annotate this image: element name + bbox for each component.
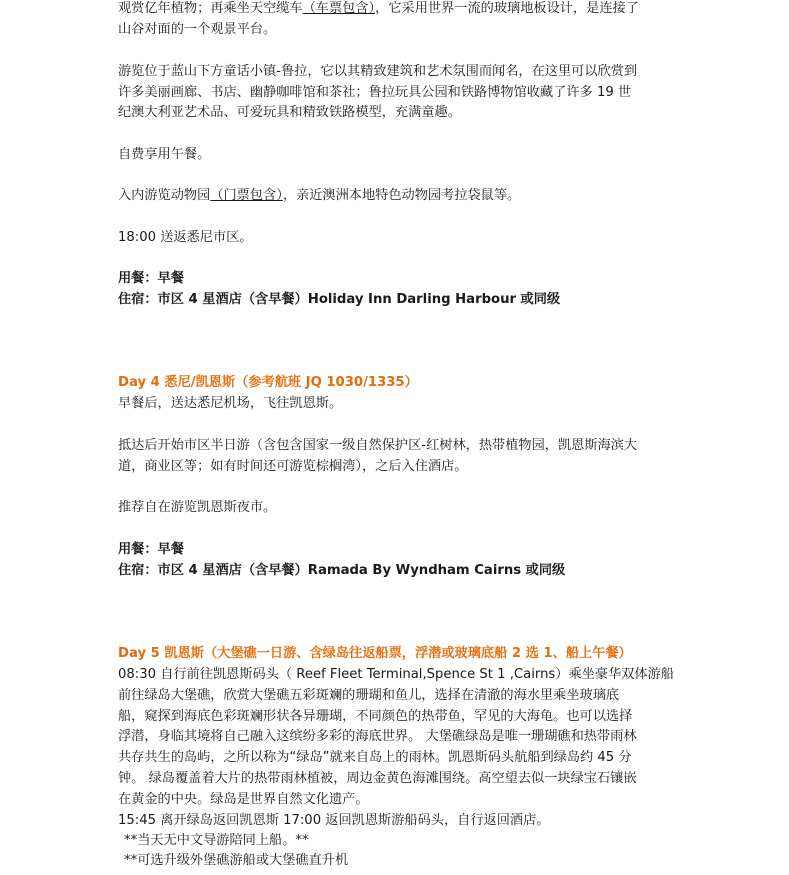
- paragraph-zoo: 入内游览动物园（门票包含），亲近澳洲本地特色动物园考拉袋鼠等。: [118, 188, 521, 203]
- day4-meal: 用餐：早餐: [118, 542, 184, 557]
- day5-line: 08:30 自行前往凯恩斯码头（ Reef Fleet Terminal,Spence St 1 ,Cairns）乘坐豪华双体游船: [118, 667, 674, 682]
- paragraph-blue-mountains-line2: 山谷对面的一个观景平台。: [118, 22, 277, 37]
- day4-paragraph3: 推荐自在游览凯恩斯夜市。: [118, 500, 277, 515]
- day4-hotel: 住宿：市区 4 星酒店（含早餐）Ramada By Wyndham Cairns 或同级: [118, 563, 566, 578]
- day4-line1: 早餐后，送达悉尼机场，飞往凯恩斯。: [118, 396, 343, 411]
- paragraph-blue-mountains-line1: 观赏亿年植物；再乘坐天空缆车（车票包含），它采用世界一流的玻璃地板设计，是连接了: [118, 1, 639, 16]
- paragraph-lunch: 自费享用午餐。: [118, 147, 211, 162]
- day5-line: 船，窥探到海底色彩斑斓形状各异珊瑚，不同颜色的热带鱼，罕见的大海龟。也可以选择: [118, 709, 633, 724]
- day5-line: 钟。 绿岛覆盖着大片的热带雨林植被，周边金黄色海滩围绕。高空望去似一块绿宝石镶嵌: [118, 771, 637, 786]
- day5-line: 在黄金的中央。绿岛是世界自然文化遗产。: [118, 792, 369, 807]
- day3-hotel: 住宿：市区 4 星酒店（含早餐）Holiday Inn Darling Harbour 或同级: [118, 292, 561, 307]
- day5-line: 15:45 离开绿岛返回凯恩斯 17:00 返回凯恩斯游船码头，自行返回酒店。: [118, 813, 550, 828]
- day5-note-no-guide: **当天无中文导游陪同上船。**: [124, 833, 309, 848]
- paragraph-leura-line1: 游览位于蓝山下方童话小镇-鲁拉，它以其精致建筑和艺术氛围而闻名，在这里可以欣赏到: [118, 64, 638, 79]
- cable-car-ticket-note: （车票包含）: [302, 1, 376, 16]
- day4-paragraph2-line1: 抵达后开始市区半日游（含包含国家一级自然保护区-红树林，热带植物园，凯恩斯海滨大: [118, 438, 638, 453]
- day5-line: 共存共生的岛屿，之所以称为“绿岛”就来自岛上的雨林。凯恩斯码头航船到绿岛约 45 分: [118, 750, 632, 765]
- day5-line: 浮潜，身临其境将自己融入这缤纷多彩的海底世界。 大堡礁绿岛是唯一珊瑚礁和热带雨林: [118, 729, 637, 744]
- paragraph-leura-line3: 纪澳大利亚艺术品、可爱玩具和精致铁路模型，充满童趣。: [118, 105, 461, 120]
- day5-line: 前往绿岛大堡礁，欣赏大堡礁五彩斑斓的珊瑚和鱼儿，选择在清澈的海水里乘坐玻璃底: [118, 688, 620, 703]
- day4-heading: Day 4 悉尼/凯恩斯（参考航班 JQ 1030/1335）: [118, 375, 418, 390]
- zoo-ticket-note: （门票包含）: [210, 188, 283, 203]
- day5-heading: Day 5 凯恩斯（大堡礁一日游、含绿岛往返船票，浮潜或玻璃底船 2 选 1、船上午餐）: [118, 646, 632, 661]
- day5-note-upgrade: **可选升级外堡礁游船或大堡礁直升机: [124, 853, 349, 868]
- day4-paragraph2-line2: 道，商业区等；如有时间还可游览棕榈湾），之后入住酒店。: [118, 459, 468, 474]
- paragraph-leura-line2: 许多美丽画廊、书店、幽静咖啡馆和茶社；鲁拉玩具公园和铁路博物馆收藏了许多 19 世: [118, 85, 632, 100]
- paragraph-return-sydney: 18:00 送返悉尼市区。: [118, 230, 253, 245]
- day3-meal: 用餐：早餐: [118, 271, 184, 286]
